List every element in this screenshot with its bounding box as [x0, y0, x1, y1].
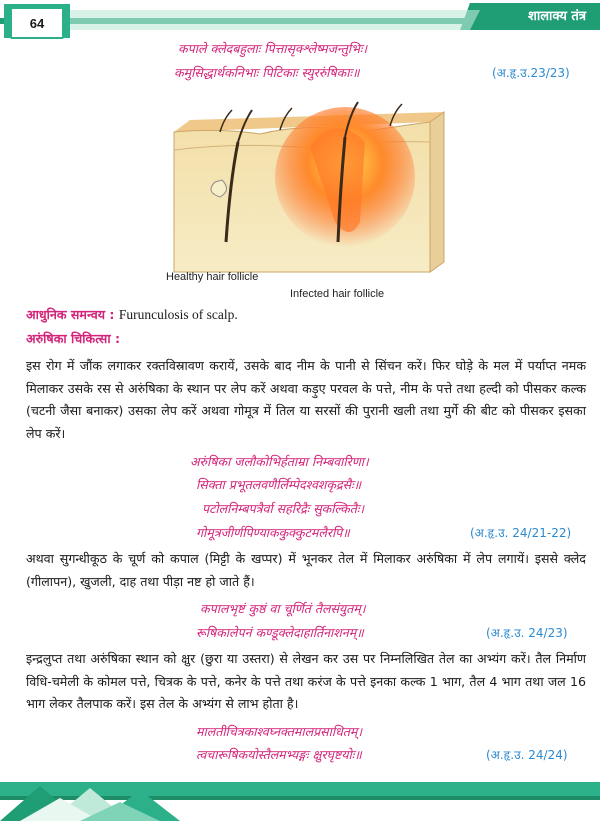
- modern-correlation: [26, 306, 238, 323]
- verse-line: गोमूत्रजीर्णपिण्याककुक्कुटमलैरपि॥: [196, 525, 350, 540]
- verse-line: मालतीचित्रकाश्वघ्नक्तमालप्रसाधितम्।: [196, 724, 363, 739]
- paragraph: इस रोग में जौंक लगाकर रक्तविस्रावण करायें, उसके बाद नीम के पानी से सिंचन करें। फिर घोड़े के मल में पर्याप्त नमक मिलाकर उसके रस से अरुंषिका के स्थान पर लेप करें अथवा कड़ुए परवल के पत्ते, नीम के पत्ते तथा हल्दी को पीसकर कल्क (चटनी जैसा बनाकर) उसका लेप करें अथवा गोमूत्र में तिल या सरसों की पुरानी खली तथा मुर्गे की बीट को पीसकर इसका लेप करें।: [26, 358, 586, 441]
- header-bar: [0, 0, 600, 40]
- verse-line: कमुसिद्धार्थकनिभाः पिटिकाः स्युररुंषिकाः॥: [174, 65, 360, 80]
- paragraph: इन्द्रलुप्त तथा अरुंषिका स्थान को क्षुर (छुरा या उस्तरा) से लेखन कर उस पर निम्नलिखित तेल का अभ्यंग करें। तैल निर्माण विधि-चमेली के कोमल पत्ते, चित्रक के पत्ते, कनेर के पत्ते तथा करंज के पत्ते इनका कल्क 1 भाग, तैल 4 भाग तथा जल 16 भाग लेकर तैलपाक करें। इस तेल के अभ्यंग से लाभ होता है।: [26, 651, 586, 711]
- verse-line: रूषिकालेपनं कण्डूक्लेदाहार्तिनाशनम्॥: [196, 625, 364, 640]
- header-decoration: [0, 0, 600, 40]
- label-infected-follicle: Infected hair follicle: [290, 288, 385, 300]
- verse-line: त्वचारूषिकयोस्तैलमभ्यङ्गः क्षुरघृष्टयोः॥: [196, 747, 362, 762]
- verse-reference: (अ.हृ.उ. 24/24): [486, 748, 568, 762]
- verse-line: कपालभृष्टं कुष्ठं वा चूर्णितं तैलसंयुतम्।: [200, 601, 366, 616]
- modern-label: आधुनिक समन्वय :: [26, 307, 115, 322]
- verse-line: अरुंषिका जलौकोभिर्हताम्रा निम्बवारिणा।: [190, 454, 369, 469]
- page-number: 64: [10, 7, 64, 39]
- section-title: शालाक्य तंत्र: [528, 9, 586, 24]
- verse-reference: (अ.हृ.उ. 24/23): [486, 626, 568, 640]
- verse-reference: (अ.हृ.उ.23/23): [492, 66, 570, 80]
- label-healthy-follicle: Healthy hair follicle: [166, 271, 259, 283]
- verse-line: कपाले क्लेदबहुलाः पित्तासृक्श्लेष्मजन्तुभिः।: [178, 41, 368, 56]
- paragraph: अथवा सुगन्धीकूठ के चूर्ण को कपाल (मिट्टी के खप्पर) में भूनकर तेल में मिलाकर अरुंषिका में लेप लगायें। इससे क्लेद (गीलापन), खुजली, दाह तथा पीड़ा नष्ट हो जाते हैं।: [26, 551, 586, 589]
- hair-follicle-illustration: [160, 92, 450, 292]
- treatment-heading: अरुंषिका चिकित्सा :: [26, 331, 121, 346]
- verse-line: सिक्ता प्रभूतलवणैर्लिम्पेदश्वशकृद्रसैः॥: [196, 477, 362, 492]
- verse-line: पटोलनिम्बपत्रैर्वा सहरिद्रैः सुकल्कितैः।: [202, 501, 365, 516]
- verse-reference: (अ.हृ.उ. 24/21-22): [470, 526, 572, 540]
- footer-decoration: [0, 772, 600, 821]
- modern-text: Furunculosis of scalp.: [118, 307, 238, 322]
